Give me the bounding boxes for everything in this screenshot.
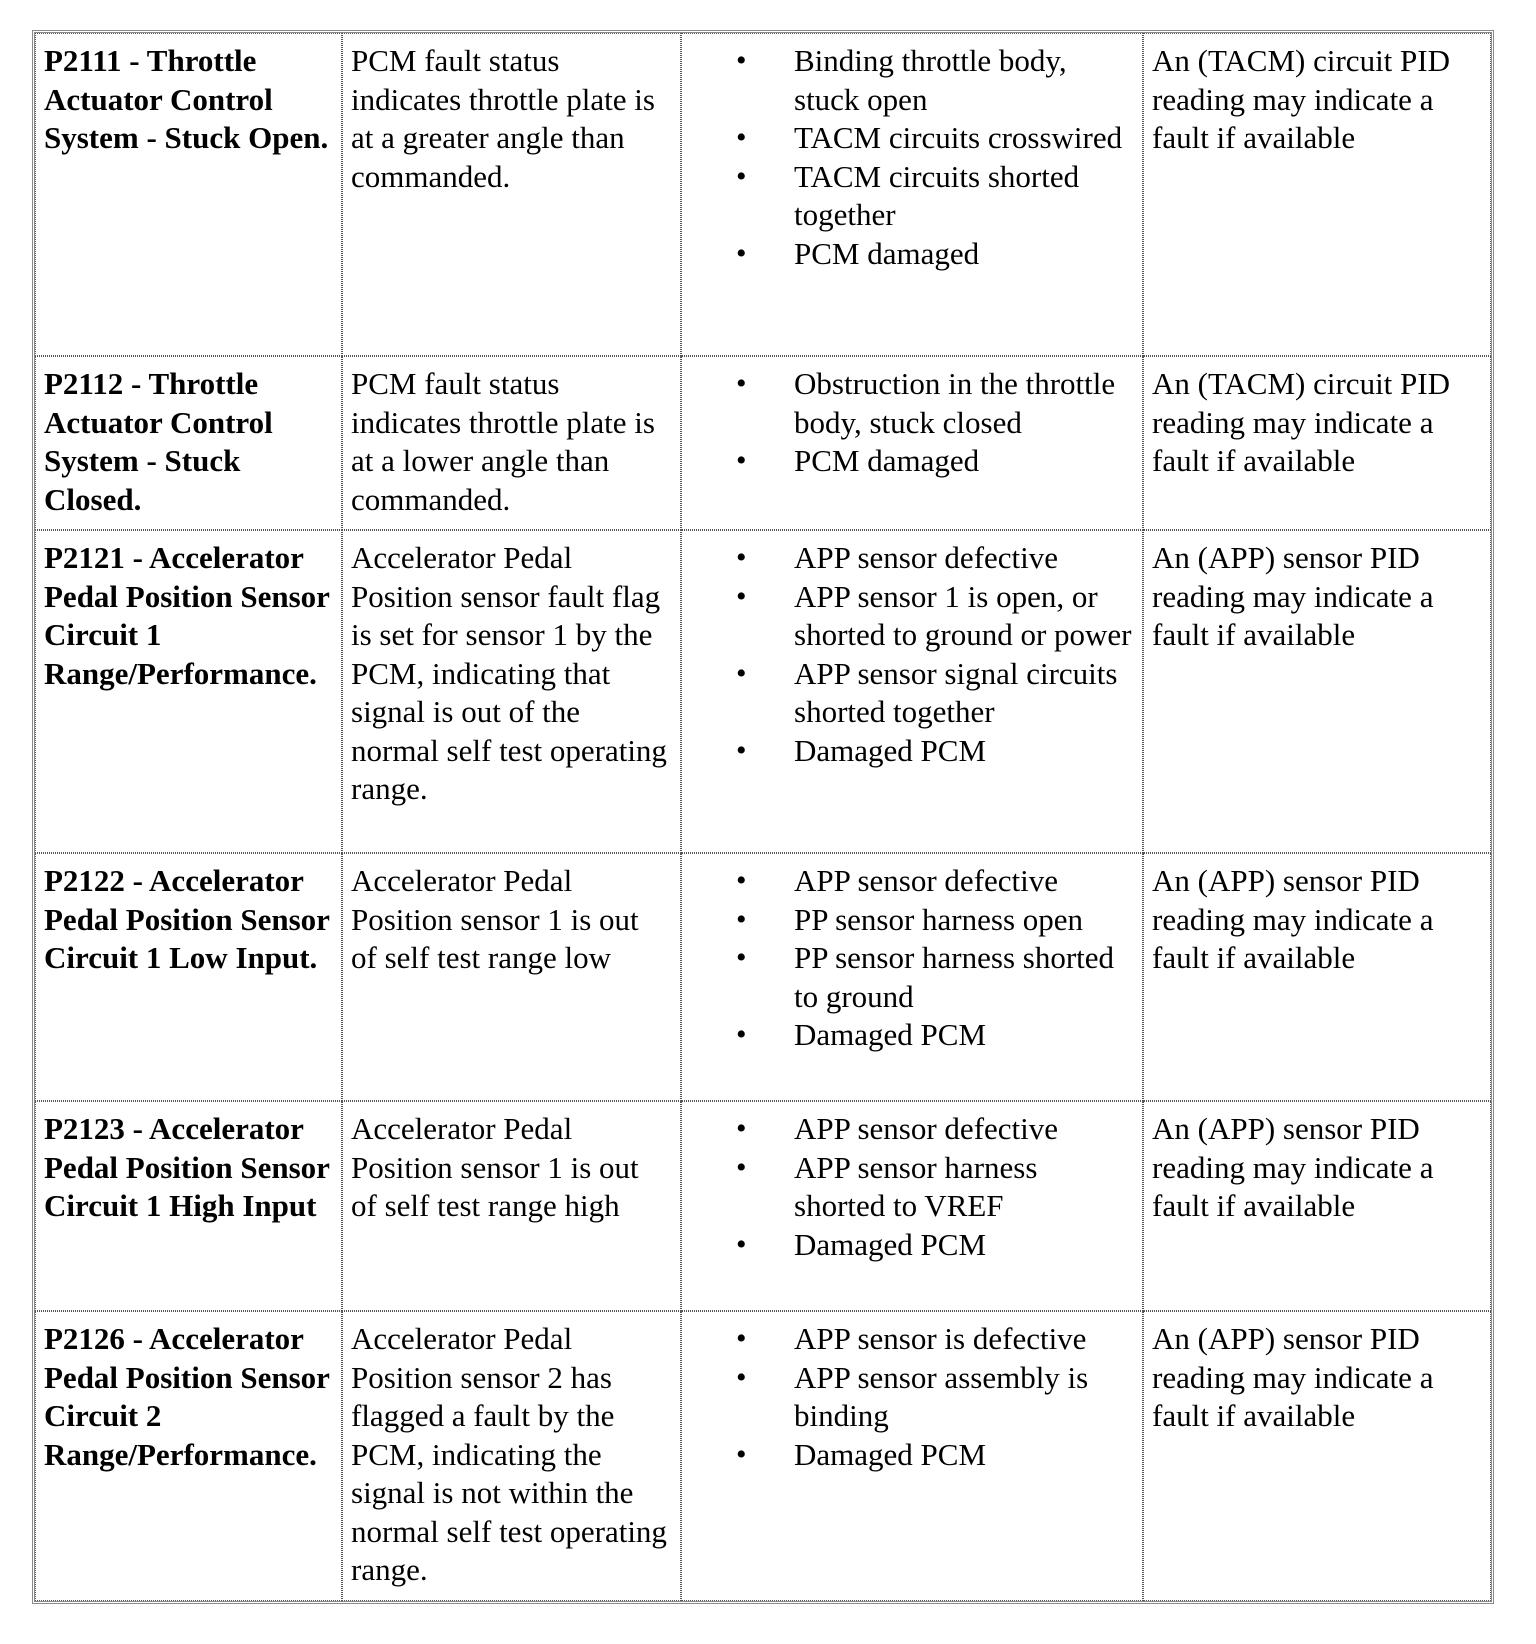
fault-description: Accelerator Pedal Position sensor 1 is out of self test range low xyxy=(342,853,681,1101)
causes-list xyxy=(690,365,1134,481)
dtc-code: P2112 - Throttle Actuator Control System - Stuck Closed. xyxy=(35,356,342,530)
cause-item: • Binding throttle body, stuck open xyxy=(794,42,1134,119)
diagnostic-note: An (TACM) circuit PID reading may indicate a fault if available xyxy=(1143,356,1491,530)
possible-causes xyxy=(681,853,1143,1101)
table-row xyxy=(35,1101,1491,1311)
fault-description: Accelerator Pedal Position sensor 1 is out of self test range high xyxy=(342,1101,681,1311)
cause-item: • APP sensor defective xyxy=(794,539,1134,578)
cause-item: • Damaged PCM xyxy=(794,1226,1134,1265)
cause-item: • TACM circuits crosswired xyxy=(794,119,1134,158)
table-row xyxy=(35,356,1491,530)
causes-list xyxy=(690,42,1134,273)
possible-causes xyxy=(681,33,1143,356)
cause-item: • PP sensor harness open xyxy=(794,901,1134,940)
fault-description: PCM fault status indicates throttle plate is at a lower angle than commanded. xyxy=(342,356,681,530)
cause-item: • APP sensor harness shorted to VREF xyxy=(794,1149,1134,1226)
diagnostic-note: An (TACM) circuit PID reading may indicate a fault if available xyxy=(1143,33,1491,356)
cause-item: • TACM circuits shorted together xyxy=(794,158,1134,235)
possible-causes xyxy=(681,356,1143,530)
dtc-table xyxy=(32,30,1494,1604)
diagnostic-note: An (APP) sensor PID reading may indicate a fault if available xyxy=(1143,1101,1491,1311)
document-page xyxy=(32,30,1488,1604)
table-row xyxy=(35,33,1491,356)
cause-item: • APP sensor assembly is binding xyxy=(794,1359,1134,1436)
fault-description: PCM fault status indicates throttle plate is at a greater angle than commanded. xyxy=(342,33,681,356)
causes-list xyxy=(690,1320,1134,1474)
dtc-code: P2121 - Accelerator Pedal Position Sensor Circuit 1 Range/Performance. xyxy=(35,530,342,853)
cause-item: • Damaged PCM xyxy=(794,1436,1134,1475)
cause-item: • APP sensor 1 is open, or shorted to ground or power xyxy=(794,578,1134,655)
cause-item: • APP sensor defective xyxy=(794,1110,1134,1149)
cause-item: • PCM damaged xyxy=(794,442,1134,481)
cause-item: • Damaged PCM xyxy=(794,1016,1134,1055)
cause-item: • PP sensor harness shorted to ground xyxy=(794,939,1134,1016)
fault-description: Accelerator Pedal Position sensor 2 has flagged a fault by the PCM, indicating the signal is not within the normal self test operating range. xyxy=(342,1311,681,1601)
diagnostic-note: An (APP) sensor PID reading may indicate a fault if available xyxy=(1143,1311,1491,1601)
dtc-code: P2123 - Accelerator Pedal Position Sensor Circuit 1 High Input xyxy=(35,1101,342,1311)
cause-item: • APP sensor is defective xyxy=(794,1320,1134,1359)
causes-list xyxy=(690,862,1134,1055)
diagnostic-note: An (APP) sensor PID reading may indicate a fault if available xyxy=(1143,530,1491,853)
table-row xyxy=(35,530,1491,853)
cause-item: • Obstruction in the throttle body, stuck closed xyxy=(794,365,1134,442)
causes-list xyxy=(690,1110,1134,1264)
table-row xyxy=(35,1311,1491,1601)
dtc-code: P2126 - Accelerator Pedal Position Sensor Circuit 2 Range/Performance. xyxy=(35,1311,342,1601)
possible-causes xyxy=(681,530,1143,853)
causes-list xyxy=(690,539,1134,770)
possible-causes xyxy=(681,1311,1143,1601)
possible-causes xyxy=(681,1101,1143,1311)
diagnostic-note: An (APP) sensor PID reading may indicate a fault if available xyxy=(1143,853,1491,1101)
dtc-code: P2122 - Accelerator Pedal Position Sensor Circuit 1 Low Input. xyxy=(35,853,342,1101)
cause-item: • APP sensor signal circuits shorted together xyxy=(794,655,1134,732)
table-row xyxy=(35,853,1491,1101)
cause-item: • APP sensor defective xyxy=(794,862,1134,901)
cause-item: • PCM damaged xyxy=(794,235,1134,274)
fault-description: Accelerator Pedal Position sensor fault flag is set for sensor 1 by the PCM, indicating that signal is out of the normal self test operating range. xyxy=(342,530,681,853)
dtc-code: P2111 - Throttle Actuator Control System - Stuck Open. xyxy=(35,33,342,356)
cause-item: • Damaged PCM xyxy=(794,732,1134,771)
